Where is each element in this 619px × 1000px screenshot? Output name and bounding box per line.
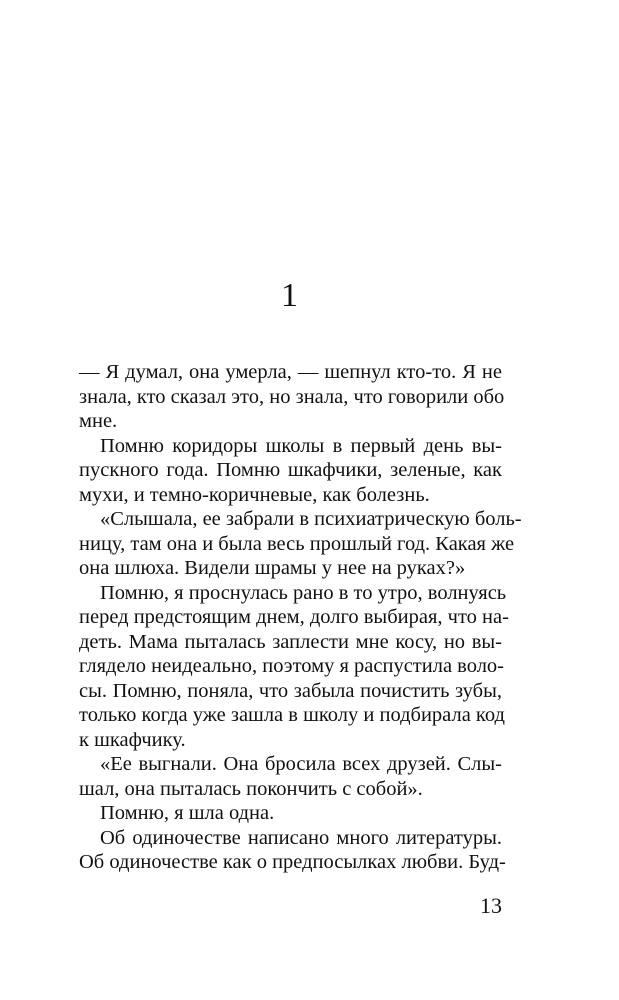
text-line: «Ее выгнали. Она бросила всех друзей. Слы- [100,753,502,775]
paragraph [79,507,522,581]
text-line: Помню коридоры школы в первый день вы- [100,434,502,457]
text-line: она шлюха. Видели шрамы у нее на руках?» [79,557,466,579]
text-line: мне. [79,410,118,432]
text-line: перед предстоящим днем, долго выбирая, что на- [79,606,509,628]
text-line: к шкафчику. [79,728,186,751]
paragraph [79,581,509,753]
text-line: Об одиночестве написано много литературы. [100,826,502,849]
paragraph [79,752,502,801]
text-line: деть. Мама пыталась заплести мне косу, но вы- [79,630,502,653]
text-line: — Я думал, она умерла, — шепнул кто-то. Я не [79,361,502,383]
text-line: пускного года. Помню шкафчики, зеленые, как [79,459,502,481]
paragraph [79,434,502,508]
paragraph [79,360,505,434]
text-line: Помню, я проснулась рано в то утро, волнуясь [100,581,507,604]
paragraph [79,826,506,875]
text-line: Помню, я шла одна. [100,802,275,824]
body-text [79,360,522,875]
text-line: знала, кто сказал это, но знала, что говорили обо [79,385,505,408]
text-line: сы. Помню, поняла, что забыла почистить зубы, [79,679,502,702]
text-line: только когда уже зашла в школу и подбирала код [79,704,505,726]
paragraph [79,801,502,826]
text-line: шал, она пыталась покончить с собой». [79,777,423,800]
chapter-number: 1 [281,277,298,314]
page-number: 13 [480,893,502,918]
text-line: «Слышала, ее забрали в психиатрическую боль- [100,508,522,530]
text-line: мухи, и темно-коричневые, как болезнь. [79,483,430,506]
text-line: глядело неидеально, поэтому я распустила воло- [79,655,505,677]
text-line: ницу, там она и была весь прошлый год. Какая же [79,532,515,555]
text-line: Об одиночестве как о предпосылках любви. Буд- [79,851,506,873]
